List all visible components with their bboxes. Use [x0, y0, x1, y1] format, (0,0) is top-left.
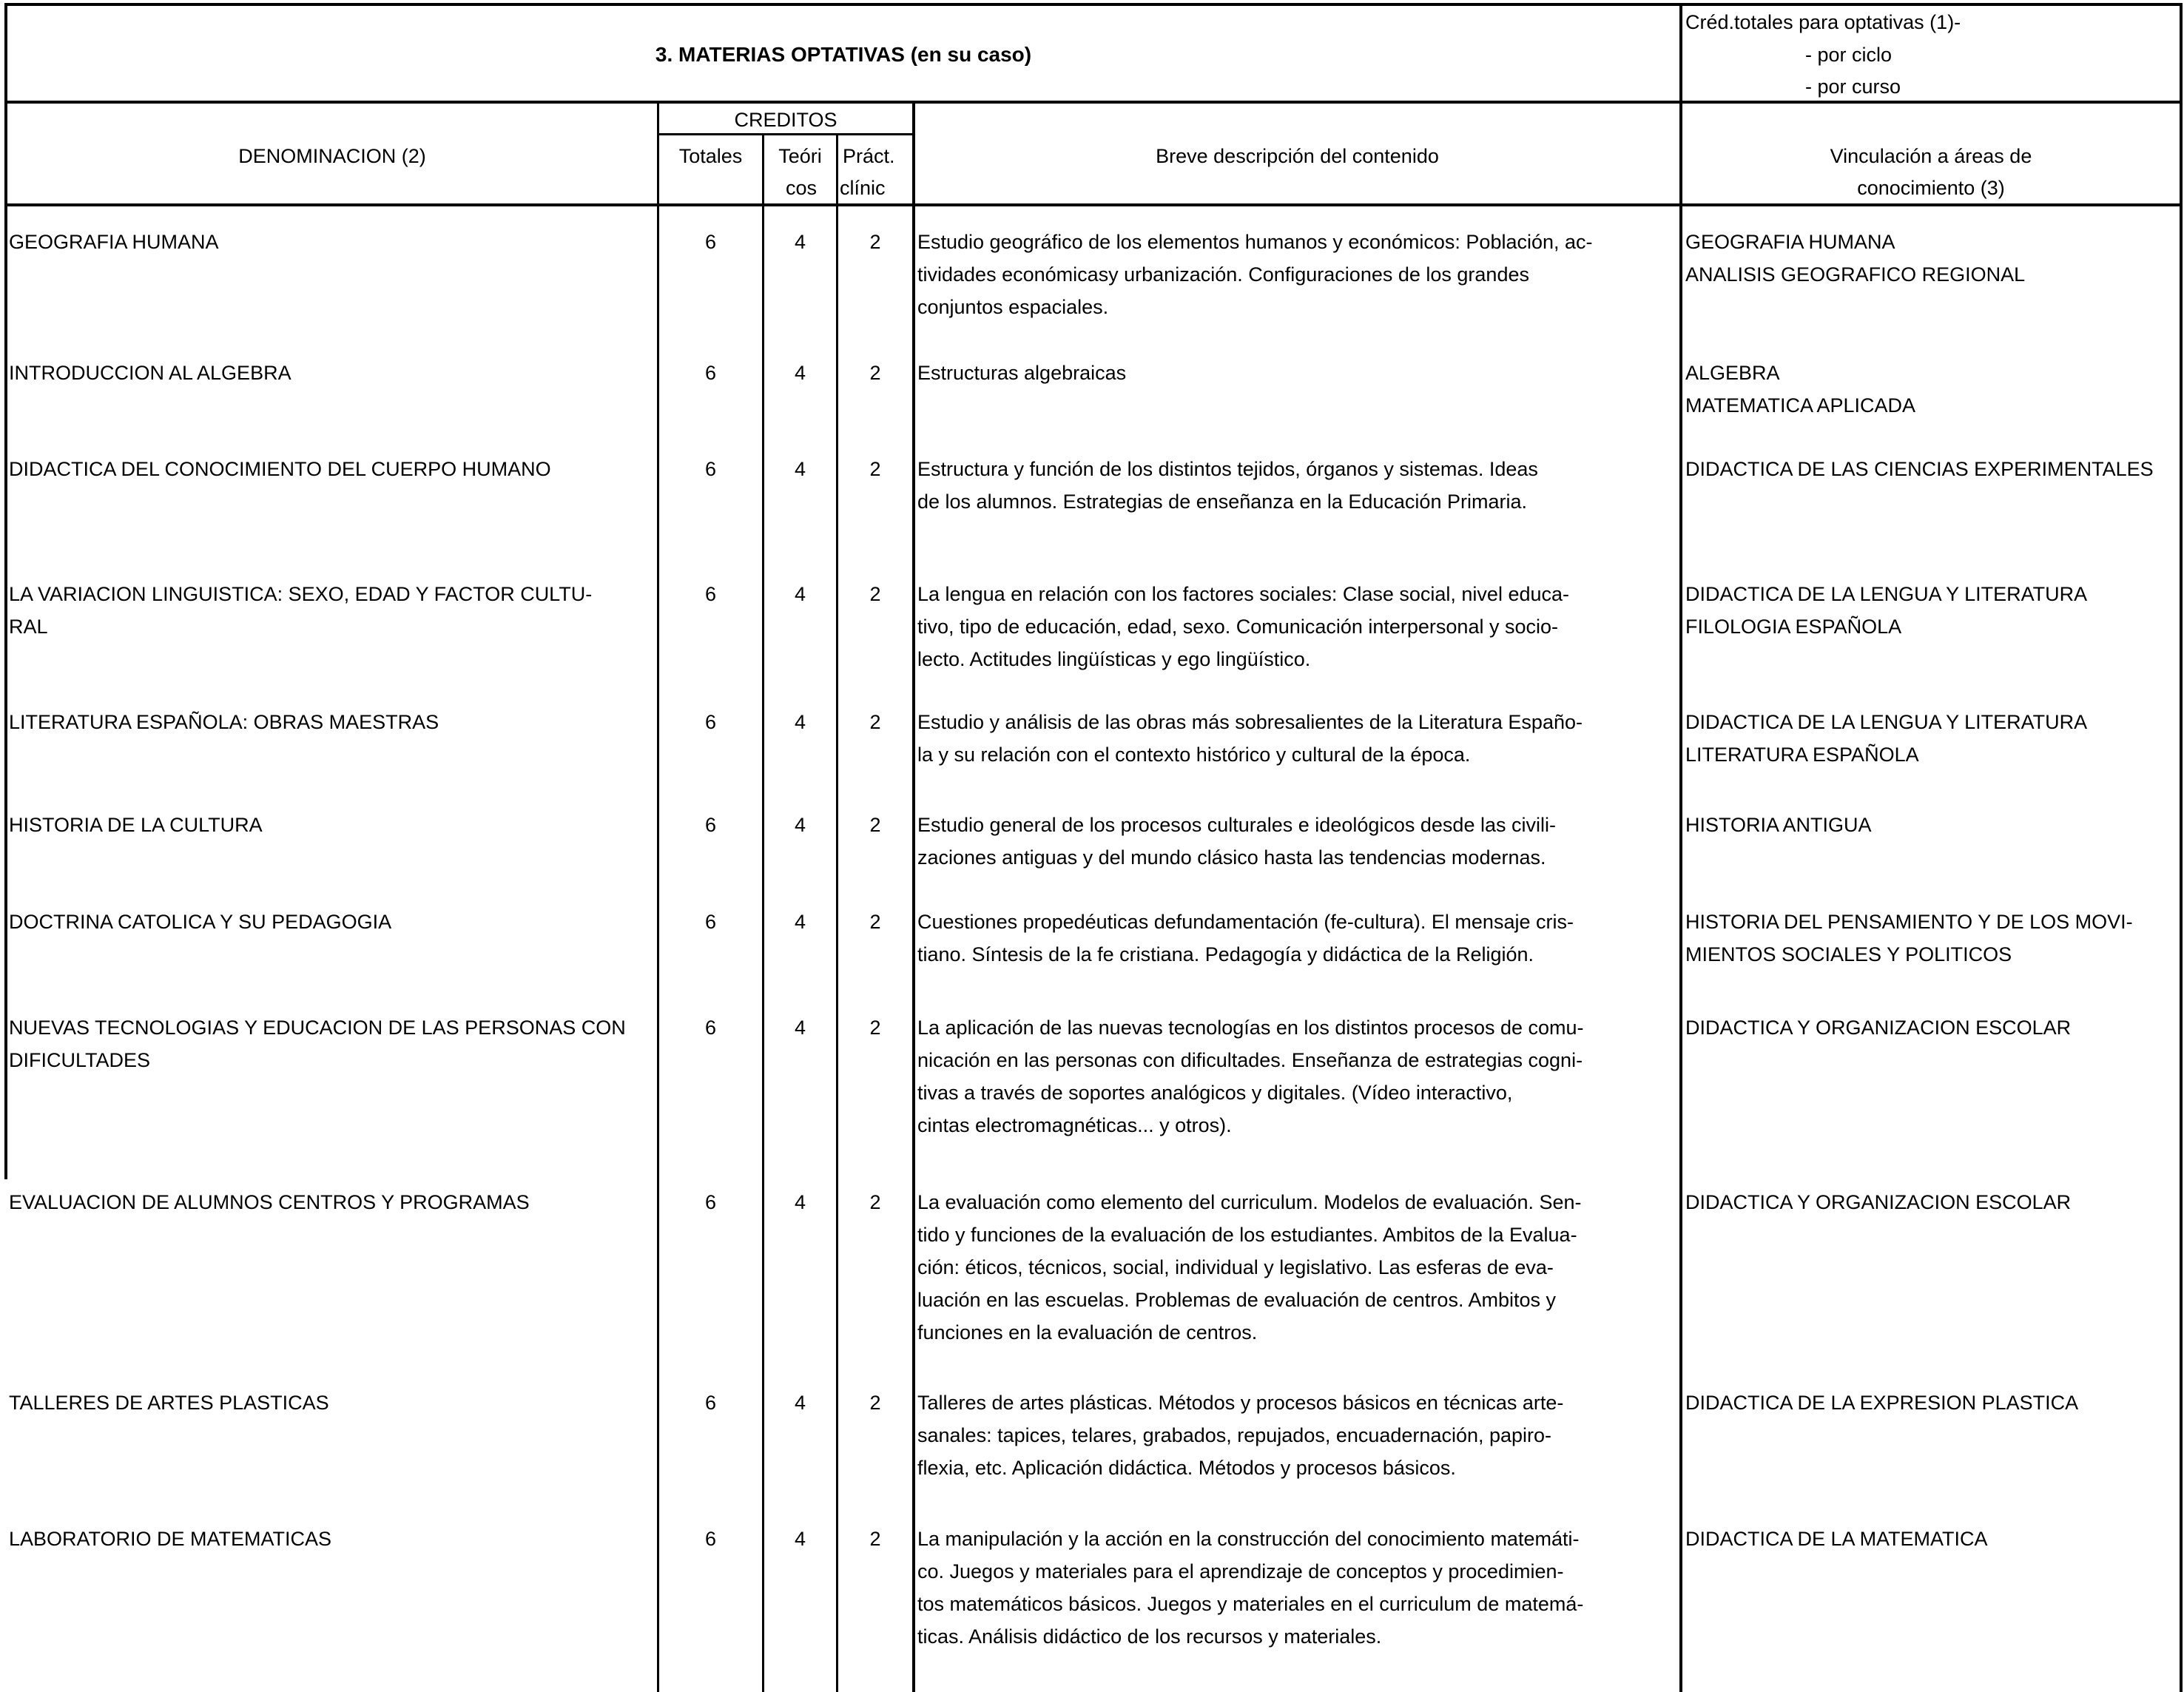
row-vinculacion: DIDACTICA DE LA LENGUA Y LITERATURA FILOLOGIA ESPAÑOLA [1685, 583, 2088, 638]
row-descripcion: Talleres de artes plásticas. Métodos y procesos básicos en técnicas arte- sanales: tapices, telares, grabados, repujados, encuadernación, papiro- flexia, etc. Aplicación didáctica. Métodos y procesos básicos. [917, 1392, 1564, 1479]
row-vinculacion: DIDACTICA DE LAS CIENCIAS EXPERIMENTALES [1685, 458, 2154, 480]
row-vinculacion: DIDACTICA Y ORGANIZACION ESCOLAR [1685, 1191, 2072, 1213]
row-descripcion: La manipulación y la acción en la construcción del conocimiento matemáti- co. Juegos y materiales para el aprendizaje de conceptos y procedimien- tos matemáticos básicos. Juegos y materiales en el curriculum de matemá- ticas. Análisis didáctico de los recursos y materiales. [917, 1528, 1584, 1648]
row-practicos: 2 [869, 814, 881, 836]
row-denominacion: INTRODUCCION AL ALGEBRA [9, 362, 291, 384]
row-teoricos: 4 [794, 1017, 806, 1039]
row-totales: 6 [704, 458, 717, 480]
por-curso-label: - por curso [1805, 75, 1901, 98]
row-denominacion: TALLERES DE ARTES PLASTICAS [9, 1392, 329, 1414]
row-vinculacion: HISTORIA ANTIGUA [1685, 814, 1872, 836]
row-descripcion: Estructura y función de los distintos tejidos, órganos y sistemas. Ideas de los alumnos. Estrategias de enseñanza en la Educación Primaria. [917, 458, 1538, 513]
row-vinculacion: ALGEBRA MATEMATICA APLICADA [1685, 362, 1916, 417]
row-denominacion: HISTORIA DE LA CULTURA [9, 814, 263, 836]
row-denominacion: LA VARIACION LINGUISTICA: SEXO, EDAD Y FACTOR CULTU- RAL [9, 583, 593, 638]
row-teoricos: 4 [794, 583, 806, 605]
row-teoricos: 4 [794, 1528, 806, 1550]
row-practicos: 2 [869, 911, 881, 933]
col-divider-totales [657, 102, 659, 1692]
row-denominacion: DIDACTICA DEL CONOCIMIENTO DEL CUERPO HUMANO [9, 458, 551, 480]
row-vinculacion: DIDACTICA Y ORGANIZACION ESCOLAR [1685, 1017, 2072, 1039]
row-totales: 6 [704, 711, 717, 733]
row-descripcion: Estudio general de los procesos culturales e ideológicos desde las civili- zaciones antiguas y del mundo clásico hasta las tendencias modernas. [917, 814, 1556, 869]
teoricos-header-line1: Teóri [778, 145, 822, 167]
row-descripcion: La evaluación como elemento del curriculum. Modelos de evaluación. Sen- tido y funciones de la evaluación de los estudiantes. Ambitos de la Evalua- ción: éticos, técnicos, social, individual y legislativo. Las esferas de eva- luación en las escuelas. Problemas de evaluación de centros. Ambitos y funciones en la evaluación de centros. [917, 1191, 1582, 1344]
row-denominacion: EVALUACION DE ALUMNOS CENTROS Y PROGRAMAS [9, 1191, 530, 1213]
row-totales: 6 [704, 1528, 717, 1550]
row-totales: 6 [704, 231, 717, 253]
row-denominacion: DOCTRINA CATOLICA Y SU PEDAGOGIA [9, 911, 392, 933]
row-vinculacion: DIDACTICA DE LA LENGUA Y LITERATURA LITERATURA ESPAÑOLA [1685, 711, 2088, 766]
row-vinculacion: DIDACTICA DE LA MATEMATICA [1685, 1528, 1988, 1550]
row-teoricos: 4 [794, 911, 806, 933]
row-descripcion: La aplicación de las nuevas tecnologías en los distintos procesos de comu- nicación en las personas con dificultades. Enseñanza de estrategias cogni- tivas a través de soportes analógicos y digitales. (Vídeo interactivo, cintas electromagnéticas... y otros). [917, 1017, 1584, 1136]
row-denominacion: GEOGRAFIA HUMANA [9, 231, 219, 253]
row-practicos: 2 [869, 1528, 881, 1550]
row-practicos: 2 [869, 583, 881, 605]
row-denominacion: NUEVAS TECNOLOGIAS Y EDUCACION DE LAS PERSONAS CON DIFICULTADES [9, 1017, 626, 1071]
row-teoricos: 4 [794, 458, 806, 480]
row-totales: 6 [704, 583, 717, 605]
left-border [4, 3, 7, 1179]
row-vinculacion: GEOGRAFIA HUMANA ANALISIS GEOGRAFICO REGIONAL [1685, 231, 2026, 286]
denominacion-header: DENOMINACION (2) [238, 145, 426, 167]
vinculacion-header-line1: Vinculación a áreas de [1830, 145, 2032, 167]
por-ciclo-label: - por ciclo [1805, 44, 1893, 66]
row-totales: 6 [704, 362, 717, 384]
row-denominacion: LABORATORIO DE MATEMATICAS [9, 1528, 332, 1550]
row-teoricos: 4 [794, 711, 806, 733]
row-totales: 6 [704, 1017, 717, 1039]
col-divider-vinculacion [1679, 3, 1682, 1692]
creditos-header: CREDITOS [734, 109, 837, 131]
row-descripcion: Cuestiones propedéuticas defundamentación (fe-cultura). El mensaje cris- tiano. Síntesis de la fe cristiana. Pedagogía y didáctica de la Religión. [917, 911, 1574, 965]
row-vinculacion: DIDACTICA DE LA EXPRESION PLASTICA [1685, 1392, 2079, 1414]
row-totales: 6 [704, 1191, 717, 1213]
row-teoricos: 4 [794, 1191, 806, 1213]
row-descripcion: Estructuras algebraicas [917, 362, 1127, 384]
col-divider-descripcion [912, 102, 915, 1692]
row-practicos: 2 [869, 1392, 881, 1414]
row-descripcion: Estudio geográfico de los elementos humanos y económicos: Población, ac- tividades económicasy urbanización. Configuraciones de los grandes conjuntos espaciales. [917, 231, 1593, 318]
row-vinculacion: HISTORIA DEL PENSAMIENTO Y DE LOS MOVI- MIENTOS SOCIALES Y POLITICOS [1685, 911, 2133, 965]
row-totales: 6 [704, 814, 717, 836]
practicos-header-line2: clínic [840, 177, 886, 199]
row-practicos: 2 [869, 458, 881, 480]
totales-header: Totales [678, 145, 743, 167]
row-practicos: 2 [869, 1017, 881, 1039]
vinculacion-header-line2: conocimiento (3) [1857, 177, 2005, 199]
row-denominacion: LITERATURA ESPAÑOLA: OBRAS MAESTRAS [9, 711, 439, 733]
page-title: 3. MATERIAS OPTATIVAS (en su caso) [655, 43, 1032, 66]
row-practicos: 2 [869, 711, 881, 733]
practicos-header-line1: Práct. [843, 145, 895, 167]
teoricos-header-line2: cos [786, 177, 818, 199]
cred-totales-label: Créd.totales para optativas (1)- [1685, 11, 1961, 33]
row-totales: 6 [704, 1392, 717, 1414]
descripcion-header: Breve descripción del contenido [1156, 145, 1439, 167]
right-border [2180, 3, 2183, 1692]
row-teoricos: 4 [794, 814, 806, 836]
row-practicos: 2 [869, 231, 881, 253]
row-teoricos: 4 [794, 231, 806, 253]
row-teoricos: 4 [794, 1392, 806, 1414]
row-practicos: 2 [869, 362, 881, 384]
row-practicos: 2 [869, 1191, 881, 1213]
row-descripcion: La lengua en relación con los factores sociales: Clase social, nivel educa- tivo, tipo de educación, edad, sexo. Comunicación interpersonal y socio- lecto. Actitudes lingüísticas y ego lingüístico. [917, 583, 1569, 670]
row-descripcion: Estudio y análisis de las obras más sobresalientes de la Literatura Españo- la y su relación con el contexto histórico y cultural de la época. [917, 711, 1583, 766]
row-teoricos: 4 [794, 362, 806, 384]
row-totales: 6 [704, 911, 717, 933]
